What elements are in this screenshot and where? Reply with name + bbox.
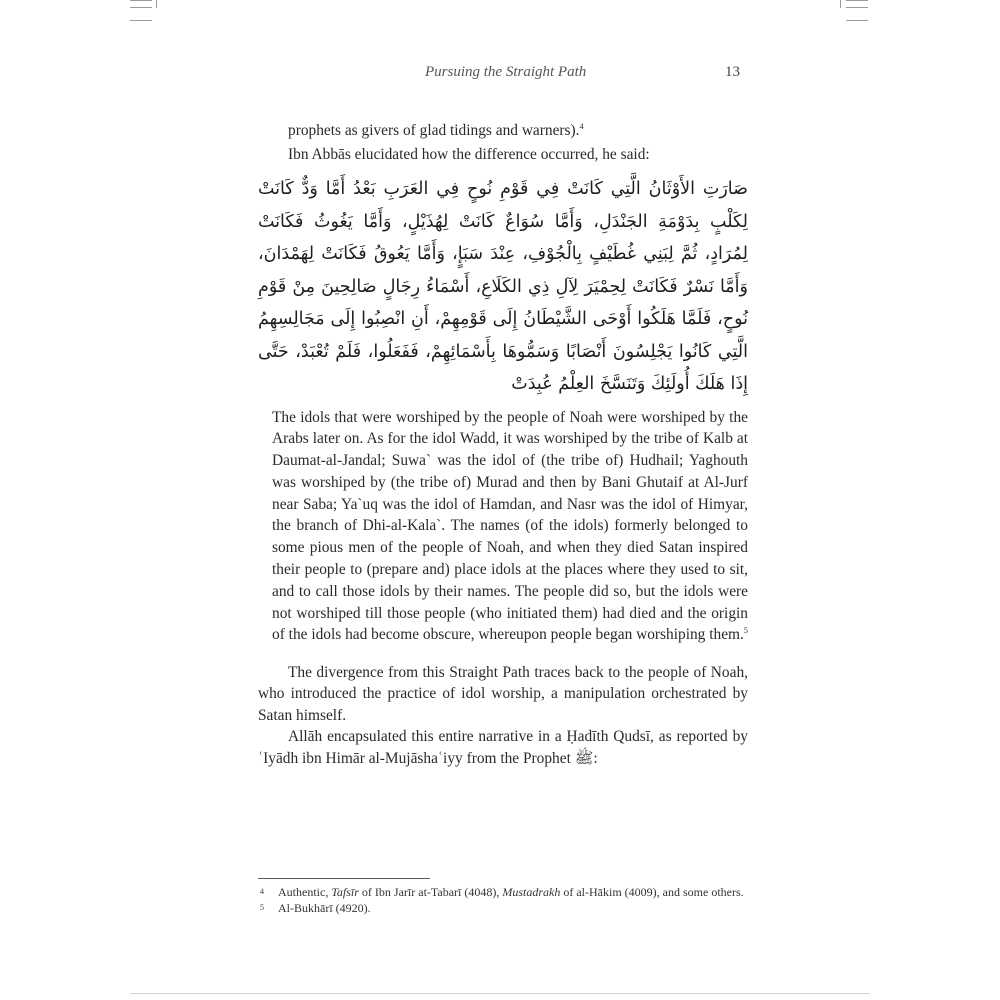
- footnote-text: of Ibn Jarīr at-Tabarī (4048),: [358, 885, 503, 899]
- translation-text: The idols that were worshiped by the people of Noah were worshiped by the Arabs later on. As for the idol Wadd, it was worshiped by the tribe of Kalb at Daumat-al-Jandal; Suwa` was the idol of (the tribe of) Hudhail; Yaghouth was worshiped by (the tribe of) Murad and then by Bani Ghutaif at Al-Jurf near Saba; Ya`uq was the idol of Hamdan, and Nasr was the idol of Himyar, the branch of Dhi-al-Kala`. The names (of the idols) formerly belonged to some pious men of the people of Noah, and when they died Satan inspired their people to (prepare and) place idols at the places where they used to sit, and to call those idols by their names. The people did so, but the idols were not worshiped till those people (who initiated them) had died and the origin of the idols had become obscure, whereupon people began worshiping them.: [272, 408, 748, 644]
- narration-intro: Ibn Abbās elucidated how the difference occurred, he said:: [288, 145, 650, 163]
- footnote-4: [258, 884, 748, 900]
- footnote-text: of al-Hākim (4009), and some others.: [560, 885, 744, 899]
- page-bottom-edge: [130, 993, 870, 994]
- continuation-paragraph: [288, 120, 748, 142]
- footnote-text: Authentic,: [278, 885, 332, 899]
- footnote-text: Al-Bukhārī (4920).: [278, 901, 371, 915]
- narration-translation: [272, 407, 748, 647]
- footnote-ref-5: 5: [743, 626, 748, 636]
- page-body: [258, 120, 748, 769]
- footnote-separator: [258, 878, 430, 879]
- footnote-book-title: Tafsīr: [331, 885, 359, 899]
- footnotes: [258, 884, 748, 916]
- arabic-narration: صَارَتِ الأَوْثَانُ الَّتِي كَانَتْ فِي قَوْمِ نُوحٍ فِي العَرَبِ بَعْدُ أَمَّا وَدٌّ كَانَتْ لِكَلْبٍ بِدَوْمَةِ الجَنْدَلِ، وَأَمَّا سُوَاعٌ كَانَتْ لِهُذَيْلٍ، وَأَمَّا يَغُوثُ فَكَانَتْ لِمُرَادٍ، ثُمَّ لِبَنِي غُطَيْفٍ بِالْجُوْفِ، عِنْدَ سَبَإٍ، وَأَمَّا يَعُوقُ فَكَانَتْ لِهَمْدَانَ، وَأَمَّا نَسْرٌ فَكَانَتْ لِحِمْيَرَ لِآلِ ذِي الكَلَاعِ، أَسْمَاءُ رِجَالٍ صَالِحِينَ مِنْ قَوْمِ نُوحٍ، فَلَمَّا هَلَكُوا أَوْحَى الشَّيْطَانُ إِلَى قَوْمِهِمْ، أَنِ انْصِبُوا إِلَى مَجَالِسِهِمُ الَّتِي كَانُوا يَجْلِسُونَ أَنْصَابًا وَسَمُّوهَا بِأَسْمَائِهِمْ، فَفَعَلُوا، فَلَمْ تُعْبَدْ، حَتَّى إِذَا هَلَكَ أُولَئِكَ وَتَنَسَّخَ العِلْمُ عُبِدَتْ: [258, 179, 748, 394]
- running-head: Pursuing the Straight Path: [425, 64, 587, 80]
- footnote-marker: 5: [260, 903, 264, 912]
- crop-mark-left: [130, 0, 160, 24]
- hadith-intro-paragraph: Allāh encapsulated this entire narrative in a Ḥadīth Qudsī, as reported by ʿIyādh ibn Himār al-Mujāshaʿiyy from the Prophet ﷺ:: [258, 728, 748, 767]
- divergence-paragraph: The divergence from this Straight Path traces back to the people of Noah, who introduced the practice of idol worship, a manipulation orchestrated by Satan himself.: [258, 663, 748, 724]
- footnote-book-title: Mustadrakh: [502, 885, 561, 899]
- page-header: [290, 64, 740, 88]
- crop-mark-right: [838, 0, 868, 24]
- page-number: 13: [725, 64, 740, 80]
- footnote-ref-4: 4: [579, 121, 584, 131]
- continuation-text: prophets as givers of glad tidings and warners).: [288, 122, 580, 139]
- footnote-marker: 4: [260, 887, 264, 896]
- footnote-5: [258, 900, 748, 916]
